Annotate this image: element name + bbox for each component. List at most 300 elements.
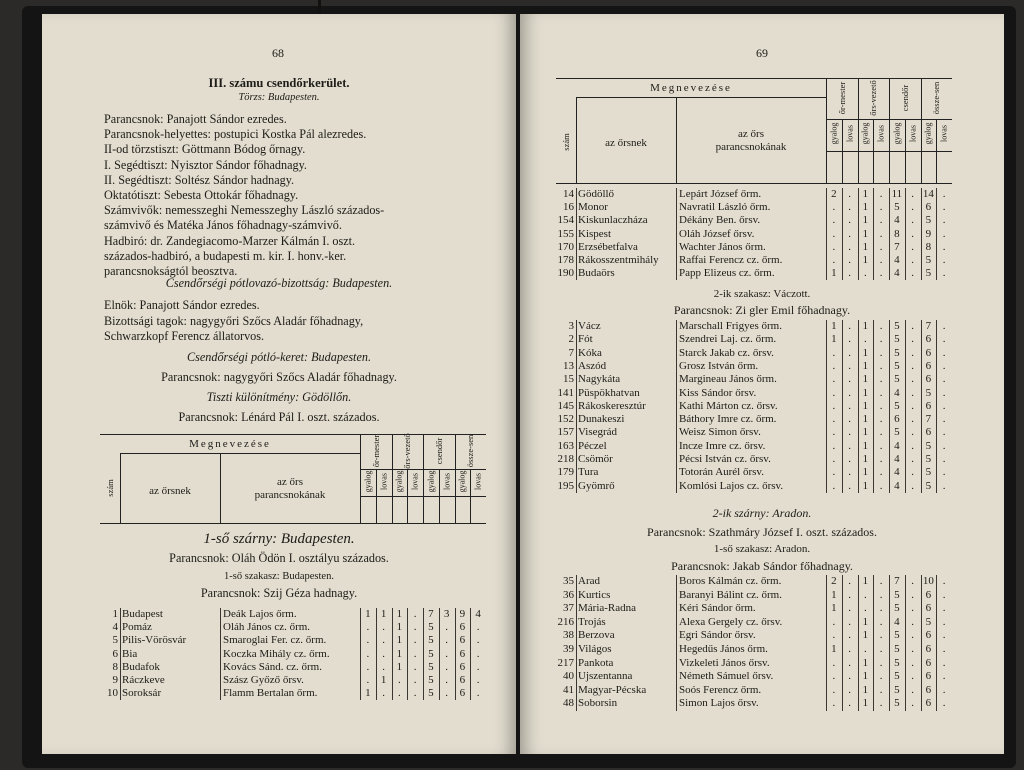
count-cell: . [942,188,946,200]
count-cell: 2 [831,575,837,587]
count-cell: 1 [862,466,869,479]
count-cell: 7 [894,575,900,587]
count-cell: . [911,643,914,655]
count-cell: . [382,660,385,673]
post-name: Pankota [578,656,614,669]
post-name: Budapest [122,608,163,620]
count-cell: . [832,656,836,669]
post-number: 141 [557,386,574,399]
count-cell: 1 [862,439,869,452]
text-line: Elnök: Panajott Sándor ezredes. [104,298,260,312]
post-number: 7 [568,346,574,359]
count-cell: 4 [894,386,900,399]
post-commander: Wachter János őrm. [679,240,766,253]
count-cell: . [879,615,883,628]
post-name: Berzova [578,629,615,642]
count-cell: 5 [894,697,900,710]
szam-label: szám [561,132,571,151]
post-number: 3 [568,320,574,332]
count-cell: 1 [380,608,387,620]
post-commander: Margineau János őrm. [679,373,777,386]
rule [120,608,121,700]
post-commander: Kiss Sándor őrsv. [679,386,757,399]
count-cell: 1 [862,697,869,710]
post-number: 40 [563,670,574,683]
count-cell: 5 [925,267,932,280]
count-cell: 5 [925,214,932,227]
post-number: 190 [557,267,574,280]
count-cell: . [942,439,946,452]
count-cell: 5 [894,333,900,346]
count-cell: . [832,346,836,359]
count-cell: 5 [894,656,900,669]
post-number: 1 [112,608,118,620]
rule [676,575,677,711]
count-cell: 11 [891,188,903,200]
count-cell: 1 [862,346,869,359]
count-cell: 6 [925,399,932,412]
gyalog-label: gyalog [363,470,373,492]
count-cell: . [911,346,914,359]
rule [376,469,377,523]
count-cell: . [942,333,946,346]
post-number: 2 [568,333,574,346]
count-cell: 1 [365,608,371,620]
post-name: Arad [578,575,600,587]
post-commander: Grosz István őrm. [679,359,759,372]
district-seat: Törzs: Budapesten. [238,92,320,103]
count-cell: . [832,201,836,214]
text-line: számvivő és Matéka János főhadnagy-számvivő. [104,218,342,233]
count-cell: . [476,634,480,647]
count-cell: . [942,656,946,669]
parancsnokanak-label: parancsnokának [715,140,787,153]
wing-commander: Parancsnok: Oláh Ödön I. osztályu százados. [169,551,389,565]
post-number: 10 [107,687,118,700]
count-cell: 1 [862,214,869,227]
count-cell: 5 [894,399,900,412]
count-cell: 4 [894,453,900,465]
count-cell: . [848,399,851,412]
count-cell: 1 [862,373,869,386]
count-cell: . [879,333,883,346]
count-cell: . [848,683,851,696]
post-name: Pomáz [122,621,152,634]
lovas-label: lovas [876,125,886,142]
count-cell: . [879,439,883,452]
post-commander: Simon Lajos őrsv. [679,697,759,710]
rule [842,119,843,183]
wing-title: 2-ik szárny: Aradon. [712,506,812,520]
count-cell: . [848,615,851,628]
group-label: őrs-vezető [402,433,413,469]
count-cell: 4 [894,254,900,266]
rule [576,320,577,493]
count-cell: . [413,634,417,647]
post-commander: Szász Győző őrsv. [223,674,304,686]
post-commander: Egri Sándor őrsv. [679,629,756,642]
count-cell: 1 [862,413,869,426]
count-cell: . [911,479,914,492]
parancsnokanak-label: parancsnokának [254,489,326,502]
post-commander: Starck Jakab cz. őrsv. [679,346,774,359]
left-page [42,14,516,754]
count-cell: 7 [925,413,932,426]
rule [576,188,577,280]
post-number: 38 [563,629,574,642]
text-line: Parancsnok: Panajott Sándor ezredes. [104,112,287,126]
count-cell: 5 [428,687,434,700]
post-number: 9 [112,674,118,686]
count-cell: 1 [862,227,869,240]
count-cell: 7 [428,608,434,620]
rule [921,79,922,183]
post-commander: Alexa Gergely cz. őrsv. [679,615,783,628]
count-cell: . [911,188,914,200]
count-cell: . [911,615,914,628]
rule [392,435,393,523]
count-cell: 5 [894,320,900,332]
count-cell: . [879,413,883,426]
count-cell: 1 [396,660,403,673]
count-cell: . [942,643,946,655]
count-cell: . [848,373,851,386]
count-cell: . [848,346,851,359]
rule [905,119,906,183]
count-cell: . [864,267,867,280]
count-cell: . [832,214,836,227]
count-cell: 1 [862,240,869,253]
count-cell: 6 [459,674,466,686]
count-cell: . [848,214,851,227]
post-name: Pilis-Vörösvár [122,634,187,647]
count-cell: 5 [428,634,434,647]
count-cell: 1 [862,320,869,332]
post-name: Erzsébetfalva [578,240,638,253]
count-cell: . [832,697,836,710]
count-cell: . [832,254,836,266]
count-cell: . [864,643,867,655]
count-cell: . [848,413,851,426]
post-number: 35 [563,575,574,587]
post-name: Trojás [578,615,606,628]
platoon-heading: 2-ik szakasz: Váczott. [713,288,811,300]
count-cell: . [864,602,867,615]
count-cell: 6 [925,656,932,669]
count-cell: . [942,373,946,386]
post-number: 39 [563,643,574,655]
post-commander: Totorán Aurél őrsv. [679,466,764,479]
post-commander: Báthory Imre cz. őrm. [679,413,777,426]
count-cell: 6 [925,201,932,214]
count-cell: 4 [894,267,900,280]
post-number: 154 [557,214,574,227]
count-cell: 1 [831,643,837,655]
post-commander: Soós Ferencz őrm. [679,683,762,696]
count-cell: 10 [922,575,934,587]
count-cell: 1 [862,254,869,266]
post-commander: Weisz Simon őrsv. [679,426,761,439]
count-cell: . [879,588,883,601]
count-cell: . [942,453,946,465]
count-cell: . [445,634,448,647]
count-cell: 5 [894,602,900,615]
wing-commander: Parancsnok: Szathmáry József I. oszt. százados. [647,525,877,539]
count-cell: 6 [459,660,466,673]
count-cell: 1 [831,333,837,346]
count-cell: . [366,674,370,686]
district-title: III. számu csendőrkerület. [208,76,350,90]
rule [676,188,677,280]
count-cell: . [911,254,914,266]
post-number: 16 [563,201,574,214]
gyalog-label: gyalog [892,122,902,145]
count-cell: . [879,670,883,683]
post-name: Péczel [578,439,607,452]
post-name: Fót [578,333,593,346]
count-cell: . [879,466,883,479]
gyalog-label: gyalog [426,470,436,492]
count-cell: 1 [862,426,869,439]
post-commander: Kovács Sánd. cz. őrm. [223,660,322,673]
count-cell: . [879,575,883,587]
platoon-commander: Parancsnok: Jakab Sándor főhadnagy. [671,559,853,573]
post-commander: Incze Imre cz. őrsv. [679,439,766,452]
count-cell: . [832,629,836,642]
page-number: 69 [756,46,768,60]
count-cell: . [398,687,401,700]
ors-label: az őrs [738,127,764,140]
post-commander: Oláh János cz. őrm. [223,621,311,634]
wing-title: 1-ső szárny: Budapesten. [203,531,355,547]
count-cell: . [942,359,946,372]
count-cell: . [848,227,851,240]
post-number: 14 [563,188,574,200]
post-name: Kispest [578,227,611,240]
table-header [556,78,952,184]
count-cell: 6 [894,413,900,426]
gyalog-label: gyalog [923,122,933,145]
post-number: 170 [557,240,574,253]
text-line: Bizottsági tagok: nagygyőri Szőcs Aladár főhadnagy, [104,313,364,328]
count-cell: . [848,629,851,642]
count-cell: . [832,683,836,696]
count-cell: 5 [925,453,932,465]
count-cell: 2 [831,188,837,200]
count-cell: 4 [894,615,900,628]
post-commander: Kathi Márton cz. őrsv. [679,399,778,412]
count-cell: . [879,643,883,655]
count-cell: . [911,413,914,426]
count-cell: . [832,373,836,386]
committee-heading: Csendőrségi pótlovazó-bizottság: Budapesten. [165,276,393,290]
count-cell: . [911,575,914,587]
count-cell: 5 [428,674,434,686]
post-number: 155 [557,227,574,240]
count-cell: . [942,386,946,399]
count-cell: 1 [862,683,869,696]
count-cell: . [942,615,946,628]
platoon-heading: 1-ső szakasz: Aradon. [713,543,811,555]
count-cell: 5 [894,426,900,439]
count-cell: 4 [475,608,481,620]
count-cell: . [911,426,914,439]
rule [858,79,859,183]
post-commander: Vizkeleti János őrsv. [679,656,770,669]
count-cell: 5 [894,373,900,386]
lovas-label: lovas [845,125,855,142]
count-cell: 6 [925,670,932,683]
count-cell: 5 [894,588,900,601]
rule [936,119,937,183]
count-cell: 1 [862,670,869,683]
count-cell: 6 [459,621,466,634]
rule [676,320,677,493]
count-cell: 6 [925,359,932,372]
post-name: Rákosszentmihály [578,254,659,266]
count-cell: . [445,647,448,660]
count-cell: . [382,634,385,647]
count-cell: . [413,647,417,660]
count-cell: . [848,267,851,280]
page-number: 68 [272,46,284,60]
count-cell: . [879,453,883,465]
count-cell: . [911,227,914,240]
count-cell: 6 [459,687,466,700]
count-cell: . [848,479,851,492]
count-cell: 1 [396,621,403,634]
count-cell: . [848,575,851,587]
count-cell: . [911,588,914,601]
count-cell: 4 [894,479,900,492]
count-cell: . [911,214,914,227]
rule [455,435,456,523]
count-cell: . [382,621,385,634]
post-name: Tura [578,466,599,479]
count-cell: . [832,227,836,240]
count-cell: . [879,479,883,492]
detached-commander: Parancsnok: Lénárd Pál I. oszt. százados. [178,410,380,424]
count-cell: . [942,697,946,710]
count-cell: . [942,588,946,601]
count-cell: . [832,386,836,399]
count-cell: 7 [925,320,932,332]
count-cell: . [476,660,480,673]
post-name: Kóka [578,346,602,359]
rule [439,469,440,523]
count-cell: . [942,413,946,426]
count-cell: 5 [894,629,900,642]
count-cell: 1 [862,201,869,214]
count-cell: . [848,697,851,710]
count-cell: 5 [894,643,900,655]
text-line: I. Segédtiszt: Nyisztor Sándor főhadnagy. [104,157,307,172]
count-cell: . [942,629,946,642]
count-cell: . [942,670,946,683]
post-commander: Raffai Ferencz cz. őrm. [679,254,783,266]
orsnek-label: az őrsnek [149,484,191,497]
megnevezese-label: Megnevezése [650,82,732,94]
count-cell: . [879,386,883,399]
count-cell: . [911,656,914,669]
count-cell: . [848,656,851,669]
post-number: 216 [557,615,574,628]
platoon-commander: Parancsnok: Zi gler Emil főhadnagy. [673,303,851,317]
count-cell: . [911,453,914,465]
right-page [520,14,1004,754]
count-cell: . [366,647,370,660]
count-cell: . [366,634,370,647]
count-cell: . [879,267,883,280]
text-line: Oktatótiszt: Sebesta Ottokár főhadnagy. [104,188,299,202]
post-number: 41 [563,683,574,696]
count-cell: 5 [894,201,900,214]
count-cell: 1 [862,615,869,628]
lovas-label: lovas [473,472,483,490]
count-cell: . [848,359,851,372]
count-cell: . [942,214,946,227]
count-cell: . [879,697,883,710]
count-cell: . [832,413,836,426]
count-cell: 6 [925,346,932,359]
post-commander: Koczka Mihály cz. őrm. [223,647,330,660]
post-commander: Boros Kálmán cz. őrm. [679,575,782,587]
lovas-label: lovas [379,472,389,490]
post-commander: Marschall Frigyes őrm. [679,320,782,332]
count-cell: 1 [831,588,837,601]
text-line: Schwarzkopf Ferencz állatorvos. [104,329,265,343]
post-number: 218 [557,453,574,465]
count-cell: . [848,466,851,479]
reserve-commander: Parancsnok: nagygyőri Szőcs Aladár főhadnagy. [161,370,397,384]
count-cell: 14 [922,188,934,200]
count-cell: . [879,399,883,412]
count-cell: . [848,201,851,214]
count-cell: . [832,399,836,412]
count-cell: 5 [894,359,900,372]
count-cell: . [911,629,914,642]
post-name: Bia [122,647,138,660]
post-commander: Smaroglai Fer. cz. őrm. [223,634,327,647]
count-cell: 9 [459,608,466,620]
group-label: őr-mester [836,81,847,115]
post-commander: Papp Elizeus cz. őrm. [679,267,775,280]
count-cell: . [413,674,417,686]
count-cell: . [832,426,836,439]
count-cell: 5 [894,346,900,359]
rule [470,469,471,523]
count-cell: 1 [862,399,869,412]
post-commander: Baranyi Bálint cz. őrm. [679,588,782,601]
count-cell: . [848,453,851,465]
count-cell: 6 [925,333,932,346]
post-name: Dunakeszi [578,413,625,426]
count-cell: 5 [894,683,900,696]
count-cell: . [476,621,480,634]
count-cell: 3 [443,608,450,620]
count-cell: 6 [925,588,932,601]
post-name: Soroksár [122,687,162,700]
post-commander: Németh Sámuel őrsv. [679,670,774,683]
reserve-heading: Csendőrségi pótló-keret: Budapesten. [186,350,371,364]
count-cell: . [366,621,370,634]
count-cell: 6 [925,683,932,696]
post-commander: Oláh József őrsv. [679,227,755,240]
post-name: Csömör [578,453,613,465]
rule [120,453,360,454]
post-commander: Deák Lajos őrm. [223,608,297,620]
count-cell: . [911,333,914,346]
